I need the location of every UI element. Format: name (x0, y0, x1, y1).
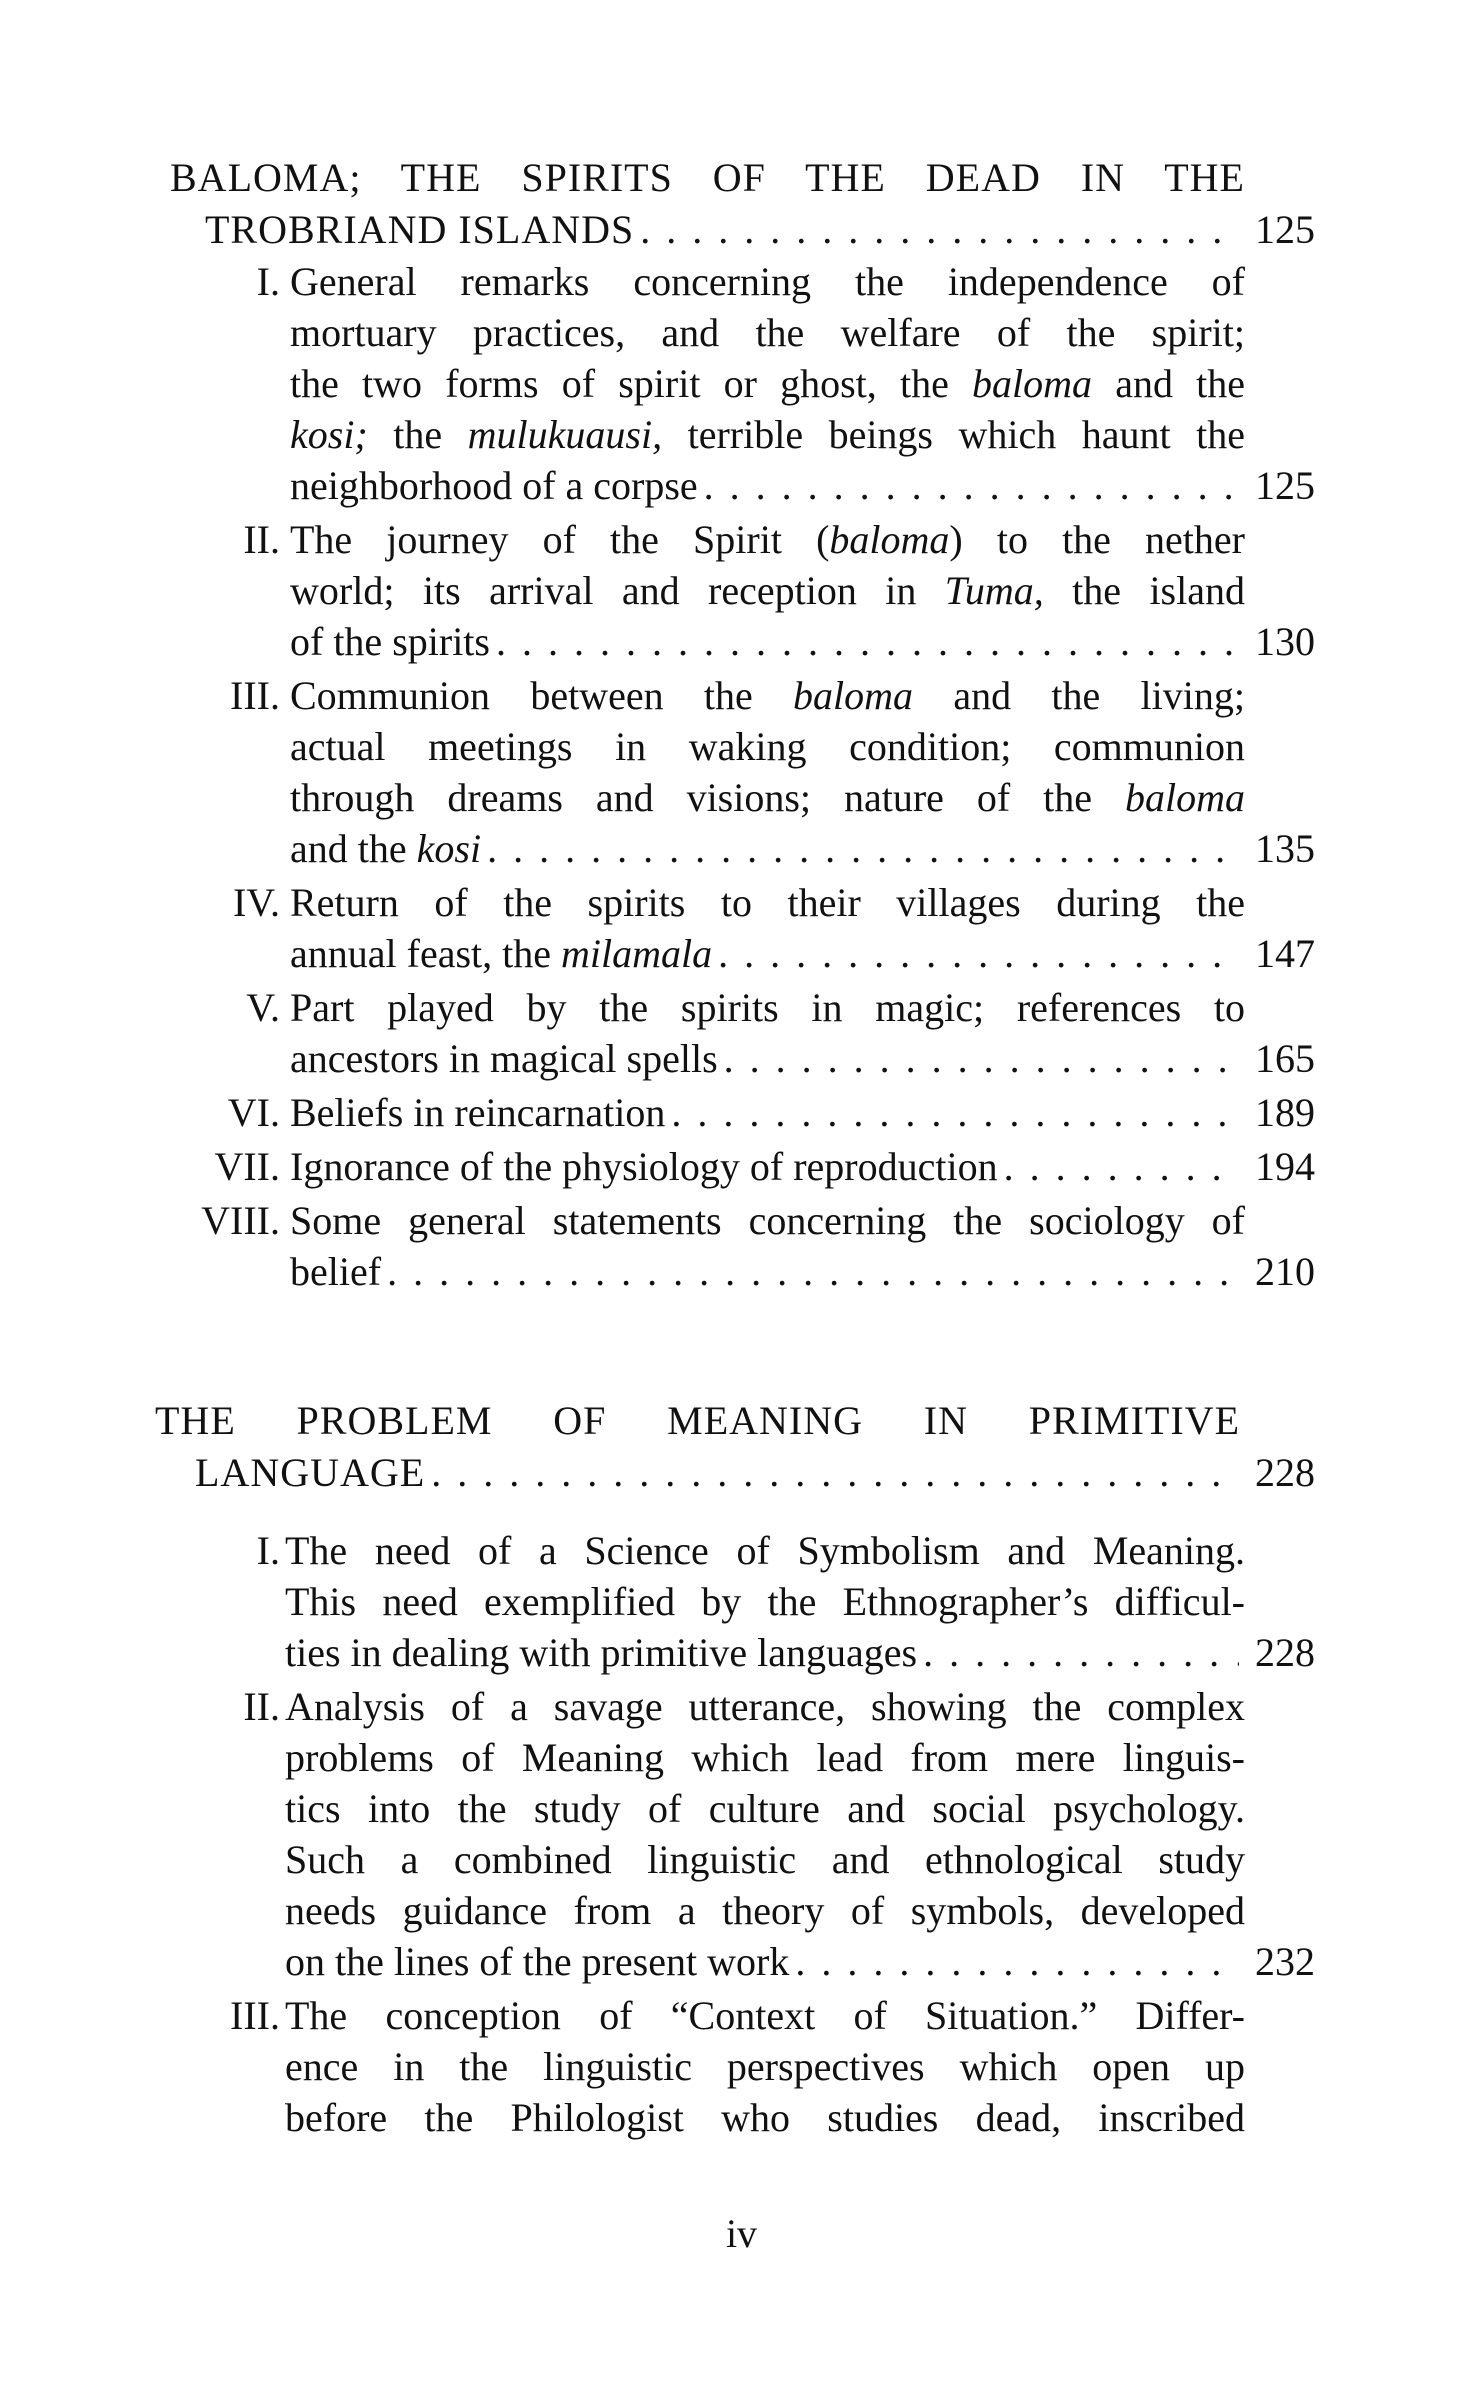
entry-text: through dreams and visions; nature of the baloma (290, 775, 1245, 820)
page-folio: iv (725, 2211, 758, 2256)
entry-text: on the lines of the present work (285, 1939, 790, 1984)
entry-text: Such a combined linguistic and ethnological study (285, 1837, 1245, 1882)
section-title-leader (195, 1447, 1240, 1499)
entry-text: world; its arrival and reception in Tuma, the island (290, 568, 1245, 613)
entry-text: ties in dealing with primitive languages (285, 1630, 918, 1675)
dot-leader (923, 1627, 1239, 1679)
entry-text: kosi; the mulukuausi, terrible beings which haunt the (290, 412, 1245, 457)
entry-text: tics into the study of culture and social psychology. (285, 1786, 1245, 1831)
dot-leader (487, 823, 1239, 875)
entry-text: This need exemplified by the Ethnographer’s difficul- (285, 1579, 1245, 1624)
entry-text: actual meetings in waking condition; communion (290, 724, 1245, 769)
entry-leader-line (290, 928, 1245, 980)
page-number: 210 (1255, 1249, 1315, 1294)
entry-text: neighborhood of a corpse (290, 463, 698, 508)
dot-leader (704, 460, 1239, 512)
entry-text: Ignorance of the physiology of reproduction (290, 1144, 998, 1189)
page-number: 135 (1255, 826, 1315, 871)
entry-leader-line (290, 1033, 1245, 1085)
entry-leader-line (285, 1627, 1245, 1679)
dot-leader (671, 1087, 1239, 1139)
entry-text: annual feast, the milamala (290, 931, 713, 976)
entry-text: Part played by the spirits in magic; references to (290, 985, 1245, 1030)
entry-text: and the kosi (290, 826, 482, 871)
page-number: 125 (1255, 207, 1315, 252)
roman-numeral: I. (256, 1528, 280, 1573)
page-number: 147 (1255, 931, 1315, 976)
roman-numeral: VIII. (201, 1198, 280, 1243)
section-title: BALOMA; THE SPIRITS OF THE DEAD IN THE (170, 155, 1245, 200)
dot-leader (795, 1936, 1239, 1988)
entry-text: Communion between the baloma and the living; (290, 673, 1245, 718)
dot-leader (718, 928, 1239, 980)
entry-text: General remarks concerning the independence of (290, 259, 1245, 304)
entry-text: Some general statements concerning the sociology of (290, 1198, 1245, 1243)
dot-leader (1004, 1141, 1239, 1193)
dot-leader (640, 204, 1239, 256)
roman-numeral: I. (256, 259, 280, 304)
roman-numeral: III. (230, 1993, 280, 2038)
entry-leader-line (290, 823, 1245, 875)
roman-numeral: VII. (214, 1144, 280, 1189)
roman-numeral: IV. (232, 880, 280, 925)
roman-numeral: II. (243, 517, 280, 562)
entry-text: The conception of “Context of Situation.” Differ- (285, 1993, 1245, 2038)
entry-leader-line (290, 1141, 1245, 1193)
page-number: 165 (1255, 1036, 1315, 1081)
page-number: 228 (1255, 1450, 1315, 1495)
roman-numeral: II. (243, 1684, 280, 1729)
entry-text: ence in the linguistic perspectives which open up (285, 2044, 1245, 2089)
roman-numeral: VI. (227, 1090, 280, 1135)
entry-text: problems of Meaning which lead from mere linguis- (285, 1735, 1245, 1780)
entry-leader-line (290, 616, 1245, 668)
section-title: THE PROBLEM OF MEANING IN PRIMITIVE (155, 1398, 1240, 1443)
entry-text: Return of the spirits to their villages during the (290, 880, 1245, 925)
roman-numeral: III. (230, 673, 280, 718)
entry-text: The journey of the Spirit (baloma) to the nether (290, 517, 1245, 562)
entry-leader-line (290, 460, 1245, 512)
entry-leader-line (290, 1087, 1245, 1139)
entry-leader-line (290, 1246, 1245, 1298)
dot-leader (724, 1033, 1239, 1085)
dot-leader (387, 1246, 1239, 1298)
entry-text: ancestors in magical spells (290, 1036, 718, 1081)
dot-leader (496, 616, 1239, 668)
page-number: 189 (1255, 1090, 1315, 1135)
entry-leader-line (285, 1936, 1245, 1988)
entry-text: of the spirits (290, 619, 490, 664)
page-number: 228 (1255, 1630, 1315, 1675)
entry-text: belief (290, 1249, 382, 1294)
entry-text: the two forms of spirit or ghost, the baloma and the (290, 361, 1245, 406)
roman-numeral: V. (246, 985, 280, 1030)
section-title-continued: LANGUAGE (195, 1450, 426, 1495)
entry-text: before the Philologist who studies dead, inscribed (285, 2095, 1245, 2140)
page-number: 125 (1255, 463, 1315, 508)
entry-text: mortuary practices, and the welfare of the spirit; (290, 310, 1245, 355)
section-title-leader (205, 204, 1245, 256)
dot-leader (431, 1447, 1234, 1499)
entry-text: The need of a Science of Symbolism and Meaning. (285, 1528, 1245, 1573)
section-title-continued: TROBRIAND ISLANDS (205, 207, 635, 252)
page-number: 194 (1255, 1144, 1315, 1189)
entry-text: Analysis of a savage utterance, showing the complex (285, 1684, 1245, 1729)
entry-text: needs guidance from a theory of symbols, developed (285, 1888, 1245, 1933)
entry-text: Beliefs in reincarnation (290, 1090, 666, 1135)
page-number: 232 (1255, 1939, 1315, 1984)
page-number: 130 (1255, 619, 1315, 664)
